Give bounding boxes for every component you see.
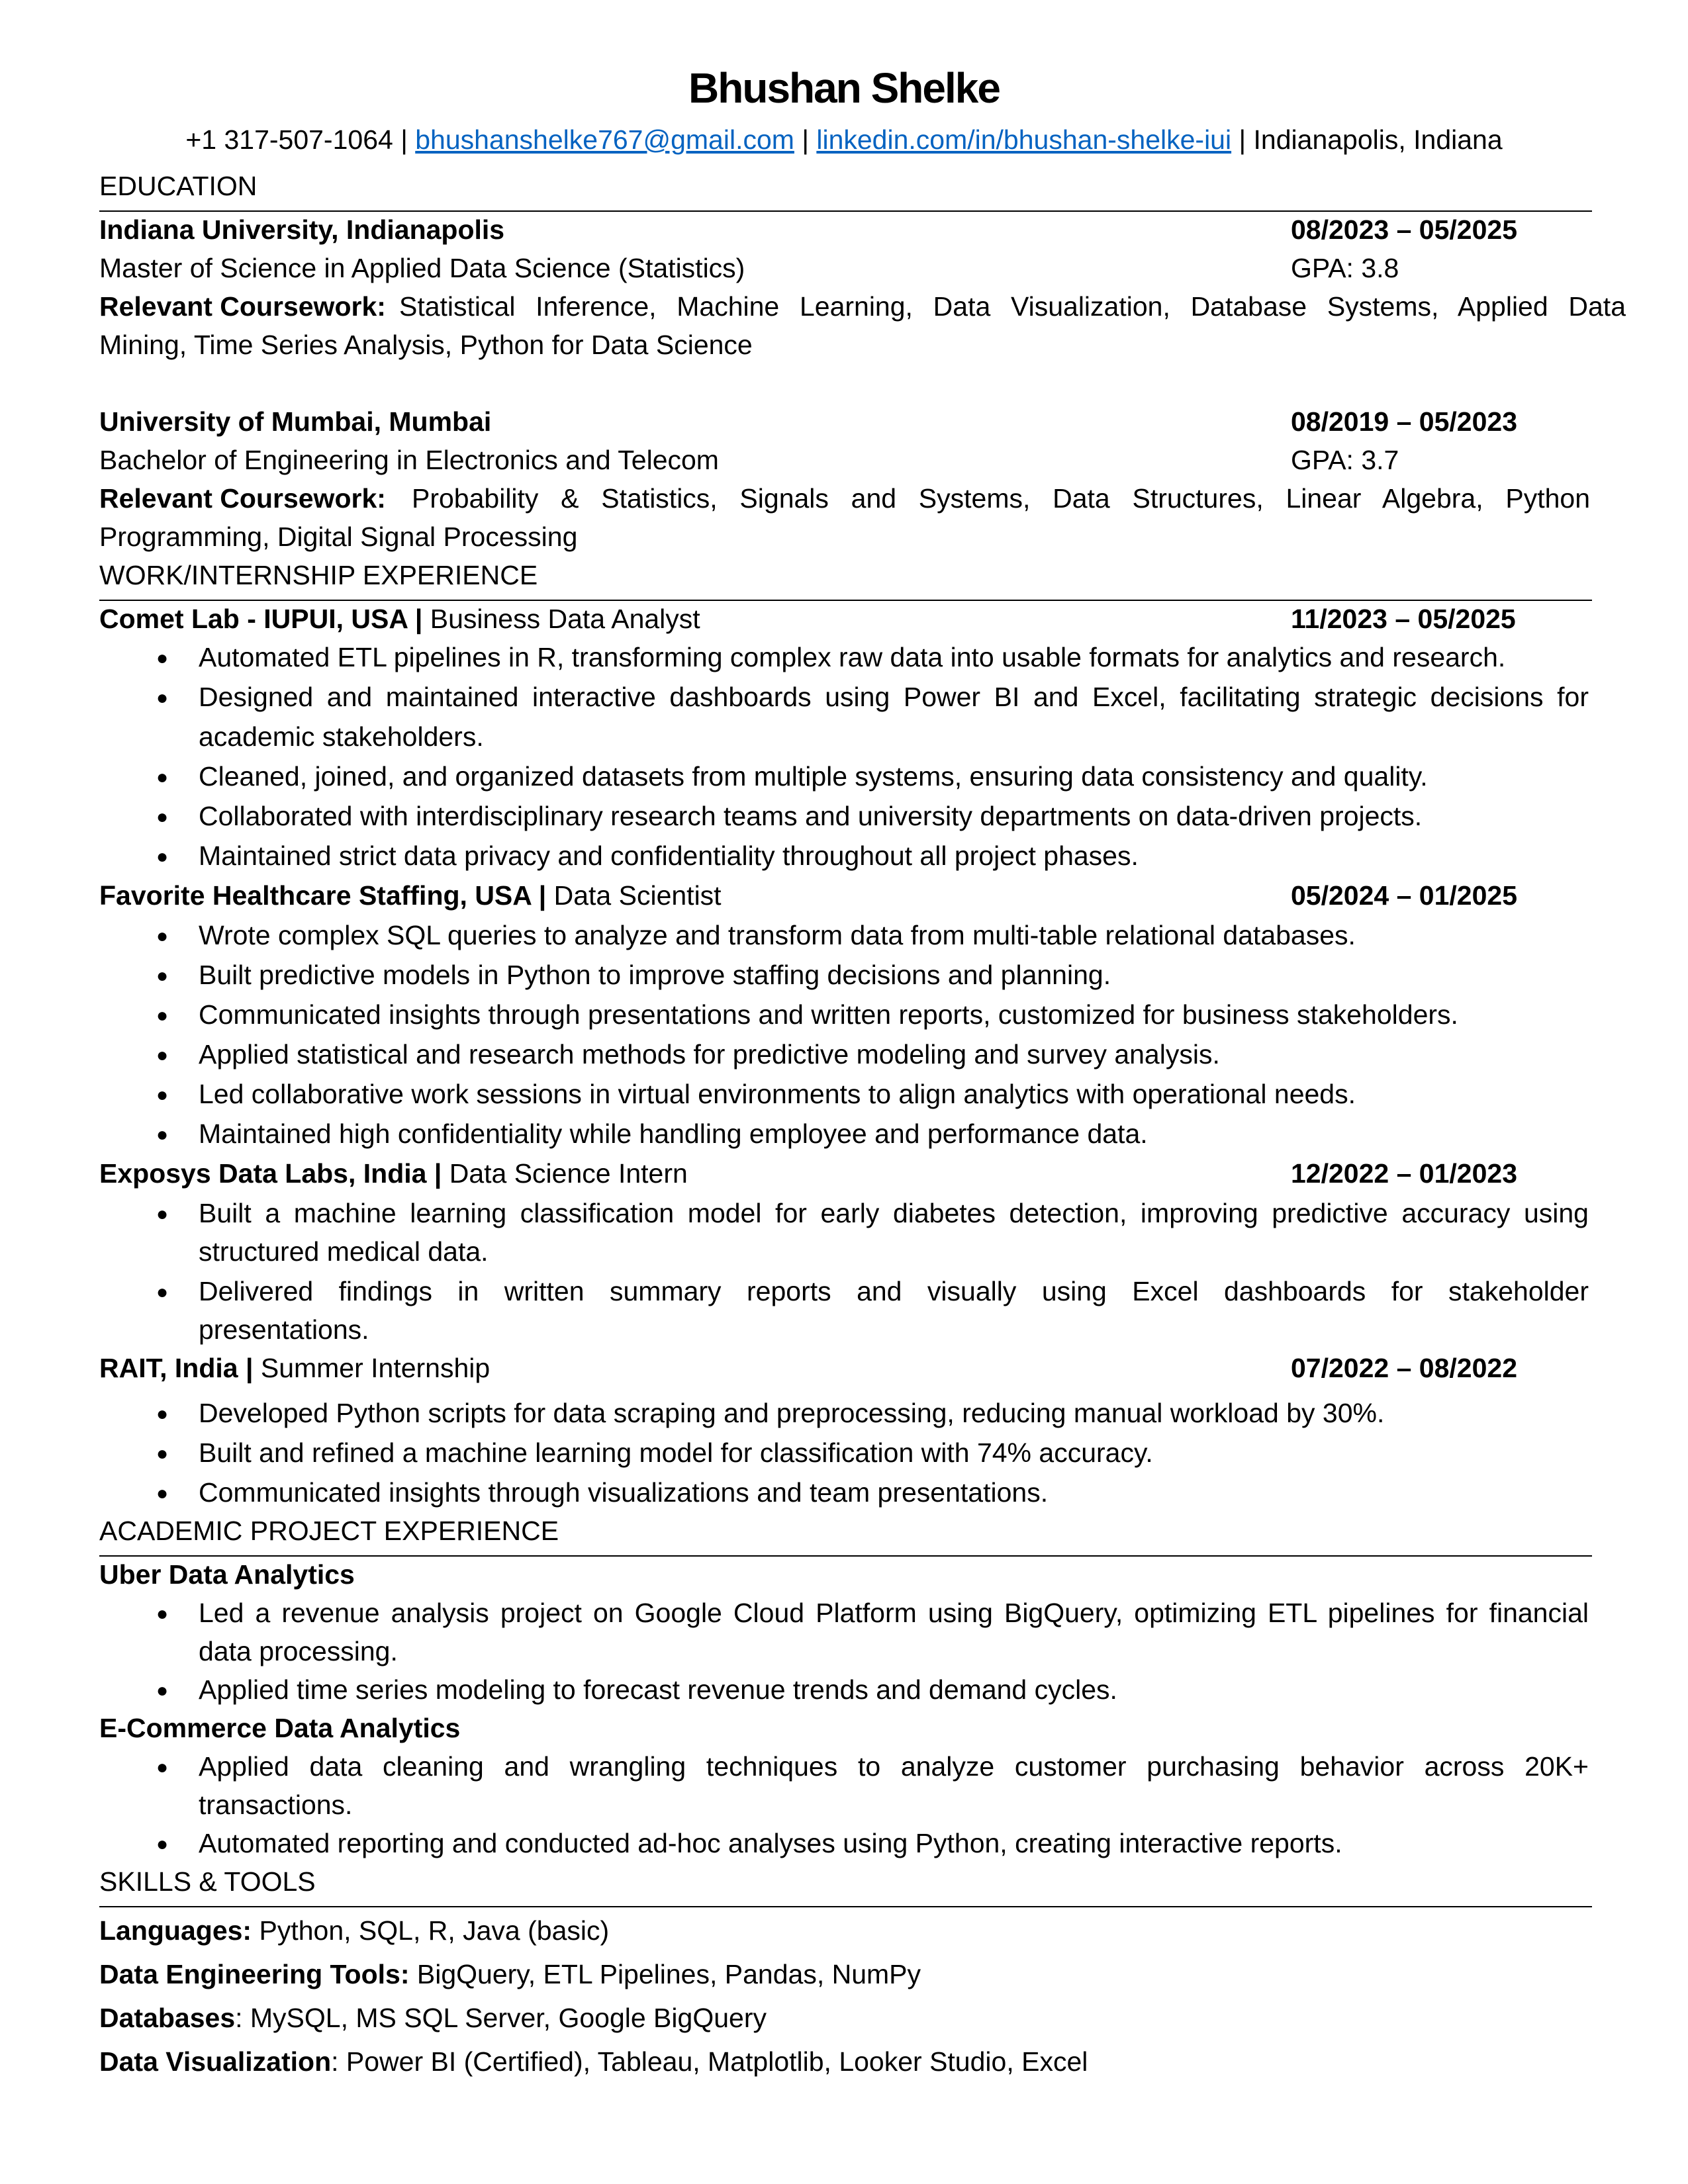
- job-role: Summer Internship: [260, 1353, 491, 1383]
- job-title-line: [99, 604, 700, 635]
- linkedin-link[interactable]: linkedin.com/in/bhushan-shelke-iui: [816, 124, 1232, 155]
- project-title: E-Commerce Data Analytics: [99, 1713, 461, 1743]
- skill-value: : MySQL, MS SQL Server, Google BigQuery: [235, 2003, 767, 2033]
- bullet-icon: ●: [156, 1084, 169, 1106]
- job-title-line: [99, 880, 722, 911]
- bullet-text: Automated reporting and conducted ad-hoc analyses using Python, creating interactive reports.: [199, 1828, 1342, 1858]
- skill-label: Data Engineering Tools:: [99, 1959, 410, 1989]
- contact-line: [0, 124, 1688, 156]
- section-heading-projects: ACADEMIC PROJECT EXPERIENCE: [99, 1516, 559, 1546]
- skill-label: Languages:: [99, 1915, 252, 1946]
- location: Indianapolis, Indiana: [1253, 124, 1503, 155]
- skill-label: Databases: [99, 2003, 236, 2033]
- bullet-icon: ●: [156, 1833, 169, 1855]
- bullet-text: Cleaned, joined, and organized datasets from multiple systems, ensuring data consistency and quality.: [199, 761, 1428, 792]
- coursework-text: Probability & Statistics, Signals and Systems, Data Structures, Linear Algebra, Python: [412, 483, 1590, 514]
- gpa: GPA: 3.8: [1291, 253, 1399, 283]
- candidate-name: Bhushan Shelke: [688, 64, 1000, 112]
- project-title: Uber Data Analytics: [99, 1559, 355, 1590]
- degree: Bachelor of Engineering in Electronics and Telecom: [99, 445, 719, 475]
- bullet-icon: ●: [156, 1482, 169, 1504]
- bullet-icon: ●: [156, 1443, 169, 1465]
- coursework-label: Relevant Coursework:: [99, 483, 386, 514]
- bullet-text: Designed and maintained interactive dashboards using Power BI and Excel, facilitating strategic decisions for: [199, 682, 1589, 712]
- bullet-icon: ●: [156, 1044, 169, 1066]
- job-title-line: [99, 1158, 688, 1189]
- separator: |: [1231, 124, 1254, 155]
- bullet-text: Built a machine learning classification model for early diabetes detection, improving predictive accuracy using: [199, 1198, 1589, 1228]
- skill-value: : Power BI (Certified), Tableau, Matplotlib, Looker Studio, Excel: [331, 2046, 1088, 2077]
- bullet-text: Delivered findings in written summary reports and visually using Excel dashboards for stakeholder: [199, 1276, 1589, 1306]
- section-divider: [99, 1555, 1592, 1557]
- bullet-text: academic stakeholders.: [199, 721, 484, 752]
- bullet-icon: ●: [156, 1281, 169, 1303]
- bullet-text: Built predictive models in Python to improve staffing decisions and planning.: [199, 960, 1111, 990]
- employer: Comet Lab - IUPUI, USA |: [99, 604, 423, 634]
- job-dates: 07/2022 – 08/2022: [1291, 1353, 1517, 1383]
- bullet-text: Applied time series modeling to forecast revenue trends and demand cycles.: [199, 1674, 1117, 1705]
- section-heading-experience: WORK/INTERNSHIP EXPERIENCE: [99, 560, 538, 590]
- bullet-icon: ●: [156, 806, 169, 828]
- job-dates: 11/2023 – 05/2025: [1291, 604, 1516, 634]
- employer: RAIT, India |: [99, 1353, 254, 1383]
- bullet-icon: ●: [156, 766, 169, 788]
- bullet-text: Maintained strict data privacy and confidentiality throughout all project phases.: [199, 841, 1139, 871]
- bullet-icon: ●: [156, 1124, 169, 1146]
- bullet-icon: ●: [156, 687, 169, 709]
- education-dates: 08/2023 – 05/2025: [1291, 214, 1517, 245]
- bullet-text: Communicated insights through visualizations and team presentations.: [199, 1477, 1049, 1508]
- coursework-text: Mining, Time Series Analysis, Python for Data Science: [99, 330, 753, 360]
- job-role: Data Scientist: [553, 880, 722, 911]
- bullet-text: Applied statistical and research methods for predictive modeling and survey analysis.: [199, 1039, 1220, 1069]
- coursework-text: Statistical Inference, Machine Learning, Data Visualization, Database Systems, Applied Data: [399, 291, 1626, 322]
- bullet-icon: ●: [156, 1603, 169, 1625]
- school-name: Indiana University, Indianapolis: [99, 214, 505, 245]
- section-divider: [99, 210, 1592, 212]
- bullet-icon: ●: [156, 846, 169, 868]
- skill-row-data-engineering: [99, 1959, 921, 1990]
- degree: Master of Science in Applied Data Science (Statistics): [99, 253, 745, 283]
- section-divider: [99, 600, 1592, 601]
- bullet-icon: ●: [156, 1005, 169, 1026]
- bullet-text: presentations.: [199, 1314, 369, 1345]
- bullet-text: structured medical data.: [199, 1236, 489, 1267]
- section-heading-education: EDUCATION: [99, 171, 258, 201]
- email-link[interactable]: bhushanshelke767@gmail.com: [415, 124, 794, 155]
- bullet-text: Wrote complex SQL queries to analyze and transform data from multi-table relational databases.: [199, 920, 1356, 950]
- bullet-text: Maintained high confidentiality while handling employee and performance data.: [199, 1118, 1148, 1149]
- school-name: University of Mumbai, Mumbai: [99, 406, 492, 437]
- job-role: Business Data Analyst: [430, 604, 700, 634]
- bullet-icon: ●: [156, 647, 169, 669]
- education-dates: 08/2019 – 05/2023: [1291, 406, 1517, 437]
- job-role: Data Science Intern: [449, 1158, 688, 1189]
- section-divider: [99, 1906, 1592, 1907]
- bullet-text: Developed Python scripts for data scraping and preprocessing, reducing manual workload by 30%.: [199, 1398, 1385, 1428]
- bullet-text: Collaborated with interdisciplinary research teams and university departments on data-driven projects.: [199, 801, 1423, 831]
- separator: |: [794, 124, 817, 155]
- coursework-label: Relevant Coursework:: [99, 291, 386, 322]
- bullet-icon: ●: [156, 1403, 169, 1425]
- bullet-text: Led a revenue analysis project on Google Cloud Platform using BigQuery, optimizing ETL pipelines for financial: [199, 1598, 1589, 1628]
- gpa: GPA: 3.7: [1291, 445, 1399, 475]
- skill-value: BigQuery, ETL Pipelines, Pandas, NumPy: [409, 1959, 921, 1989]
- bullet-icon: ●: [156, 965, 169, 987]
- bullet-text: Automated ETL pipelines in R, transforming complex raw data into usable formats for analytics and research.: [199, 642, 1506, 672]
- bullet-icon: ●: [156, 1756, 169, 1778]
- employer: Favorite Healthcare Staffing, USA |: [99, 880, 547, 911]
- skill-row-languages: [99, 1915, 609, 1946]
- bullet-text: transactions.: [199, 1790, 353, 1820]
- bullet-text: Applied data cleaning and wrangling techniques to analyze customer purchasing behavior across 20K+: [199, 1751, 1589, 1782]
- skill-row-data-visualization: [99, 2046, 1088, 2077]
- bullet-icon: ●: [156, 925, 169, 947]
- separator: |: [393, 124, 416, 155]
- bullet-text: data processing.: [199, 1636, 398, 1666]
- section-heading-skills: SKILLS & TOOLS: [99, 1866, 316, 1897]
- bullet-text: Led collaborative work sessions in virtual environments to align analytics with operational needs.: [199, 1079, 1356, 1109]
- skill-row-databases: [99, 2003, 767, 2034]
- skill-value: Python, SQL, R, Java (basic): [252, 1915, 610, 1946]
- bullet-text: Built and refined a machine learning model for classification with 74% accuracy.: [199, 1437, 1153, 1468]
- skill-label: Data Visualization: [99, 2046, 332, 2077]
- bullet-icon: ●: [156, 1203, 169, 1225]
- phone-number: +1 317-507-1064: [185, 124, 393, 155]
- job-dates: 12/2022 – 01/2023: [1291, 1158, 1517, 1189]
- job-dates: 05/2024 – 01/2025: [1291, 880, 1517, 911]
- job-title-line: [99, 1353, 490, 1384]
- coursework-text: Programming, Digital Signal Processing: [99, 522, 578, 552]
- bullet-icon: ●: [156, 1680, 169, 1702]
- bullet-text: Communicated insights through presentations and written reports, customized for business stakeholders.: [199, 999, 1458, 1030]
- employer: Exposys Data Labs, India |: [99, 1158, 442, 1189]
